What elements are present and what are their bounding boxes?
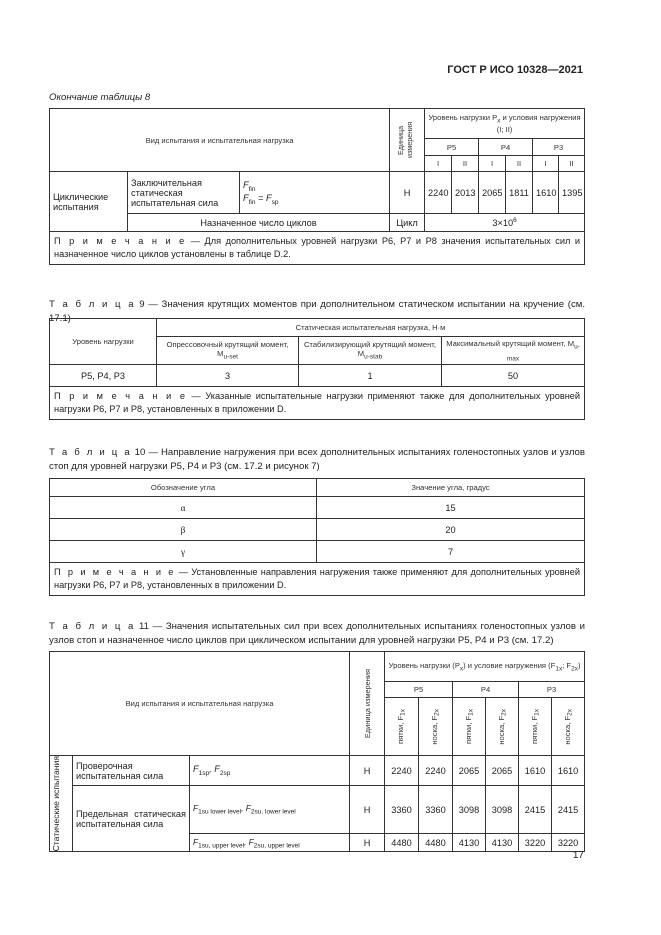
t11-row-unit: Н xyxy=(350,756,385,786)
t11-value: 1610 xyxy=(519,756,552,786)
table10 xyxy=(49,478,585,596)
t8-value: 2240 xyxy=(425,172,452,214)
t9-note: П р и м е ч а н и е — Указанные испытательные нагрузки применяют также для дополнительных уровней нагрузки P6, P7 и P8, установленных в приложении D. xyxy=(50,387,585,420)
t11-value: 2415 xyxy=(519,786,552,834)
t9-header-a: Опрессовочный крутящий момент, $M_{u-set}$ xyxy=(157,337,299,365)
t10-header-angle: Обозначение угла xyxy=(50,479,317,497)
t11-value: 4130 xyxy=(453,834,486,852)
t11-row-unit: Н xyxy=(350,786,385,834)
t11-value: 2240 xyxy=(419,756,453,786)
t11-row-symbol: $F_{1su lower level}$, $F_{2su, lower level}$ xyxy=(190,786,350,834)
t8-value: 1610 xyxy=(533,172,559,214)
table10-caption: Т а б л и ц а 10 — Направление нагружения при всех дополнительных испытаниях голеностопных узлов и узлов стоп для уровней нагрузки P5, P4 и P3 (см. 17.2 и рисунок 7) xyxy=(49,447,585,472)
t8-value: 2013 xyxy=(452,172,479,214)
t8-level: P4 xyxy=(479,139,533,155)
t11-header-level: Уровень нагрузки $(P_х)$ и условие нагружения ($F_{1х}$; $F_{2х}$) xyxy=(385,652,585,682)
t10-note: П р и м е ч а н и е — Установленные направления нагружения также применяют для дополнительных уровней нагрузки P6, P7 и P8, установленных в приложении D. xyxy=(50,563,585,596)
t8-value: 2065 xyxy=(479,172,506,214)
t11-row-name: Проверочная испытательная сила xyxy=(73,756,190,786)
t11-row-symbol: $F_{1su, upper level}$, $F_{2su, upper level}$ xyxy=(190,834,350,852)
t9-header-b: Стабилизирующий крутящий момент, $M_{u-stab}$ xyxy=(299,337,442,365)
t11-level: P4 xyxy=(453,682,519,698)
t9-value: 3 xyxy=(157,365,299,387)
t11-value: 3360 xyxy=(385,786,419,834)
t8-value: 1811 xyxy=(506,172,533,214)
t10-value: 7 xyxy=(317,541,585,563)
t9-header-static: Статическая испытательная нагрузка, Н·м xyxy=(157,319,585,337)
t8-group: Циклические испытания xyxy=(50,172,128,232)
t11-header-unit: Единица измерения xyxy=(350,652,385,756)
t11-row-symbol: $F_{1sp}$, $F_{2sp}$ xyxy=(190,756,350,786)
t8-value: 1395 xyxy=(559,172,585,214)
t11-toe: носка, $F_{2x}$ xyxy=(419,698,453,756)
t8-cond: II xyxy=(452,155,479,171)
t11-value: 3220 xyxy=(519,834,552,852)
t11-value: 4130 xyxy=(486,834,519,852)
t11-value: 2065 xyxy=(486,756,519,786)
t11-row-name: Предельная статическая испытательная сила xyxy=(73,786,190,852)
t8-cond: II xyxy=(559,155,585,171)
t10-header-value: Значение угла, градус xyxy=(317,479,585,497)
t11-group-static: Статические испытания xyxy=(50,756,73,852)
t8-cond: I xyxy=(479,155,506,171)
t10-value: 20 xyxy=(317,519,585,541)
t10-angle: α xyxy=(50,497,317,519)
t11-header-test: Вид испытания и испытательная нагрузка xyxy=(50,652,350,756)
t11-value: 3098 xyxy=(453,786,486,834)
table9-caption: Т а б л и ц а 9 — Значения крутящих моментов при дополнительном статическом испытании на кручение (см. 17.1) xyxy=(49,299,585,324)
t8-header-test: Вид испытания и испытательная нагрузка xyxy=(50,109,390,172)
table11 xyxy=(49,651,585,852)
t8-level: P5 xyxy=(425,139,479,155)
t11-value: 2065 xyxy=(453,756,486,786)
t8-header-level: Уровень нагрузки $P_х$ и условия нагружения (I; II) xyxy=(425,109,585,139)
t11-level: P5 xyxy=(385,682,453,698)
page-number: 17 xyxy=(572,850,584,861)
table8-continuation: Окончание таблицы 8 xyxy=(49,92,151,103)
t8-cond: I xyxy=(425,155,452,171)
t8-cond: II xyxy=(506,155,533,171)
t11-row-unit: Н xyxy=(350,834,385,852)
table11-caption: Т а б л и ц а 11 — Значения испытательных сил при всех дополнительных испытаниях голеностопных узлов и узлов стоп и назначенное число циклов при циклическом испытании для уровней нагрузки P5, P4 и P3 (см. 17.2) xyxy=(49,621,585,646)
table9 xyxy=(49,318,585,420)
t8-row-symbol: $F_{fin}$ $F_{fin} = F_{sp}$ xyxy=(240,172,390,214)
t9-header-c: Максимальный крутящий момент, $M_{u-max}$ xyxy=(442,337,585,365)
t11-level: P3 xyxy=(519,682,585,698)
t11-value: 3360 xyxy=(419,786,453,834)
t9-value: 50 xyxy=(442,365,585,387)
t10-angle: β xyxy=(50,519,317,541)
t11-heel: пятки, $F_{1x}$ xyxy=(519,698,552,756)
t9-value: 1 xyxy=(299,365,442,387)
t8-row2-value: $3\times 10^6$ xyxy=(425,214,585,232)
t11-value: 1610 xyxy=(552,756,585,786)
t10-angle: γ xyxy=(50,541,317,563)
t8-level: P3 xyxy=(533,139,585,155)
t11-value: 2415 xyxy=(552,786,585,834)
t11-heel: пятки, $F_{1x}$ xyxy=(385,698,419,756)
t11-value: 3220 xyxy=(552,834,585,852)
t8-row2-name: Назначенное число циклов xyxy=(128,214,390,232)
t8-note: П р и м е ч а н и е — Для дополнительных уровней нагрузки P6, P7 и P8 значения испытательных сил и назначенное число циклов установлены в таблице D.2. xyxy=(50,232,585,265)
t11-heel: пятки, $F_{1x}$ xyxy=(453,698,486,756)
t8-cond: I xyxy=(533,155,559,171)
t11-value: 3098 xyxy=(486,786,519,834)
t8-row-name: Заключительная статическая испытательная сила xyxy=(128,172,240,214)
t8-row-unit: Н xyxy=(390,172,425,214)
t11-toe: носка, $F_{2x}$ xyxy=(552,698,585,756)
t11-value: 4480 xyxy=(419,834,453,852)
t8-row2-unit: Цикл xyxy=(390,214,425,232)
t11-value: 4480 xyxy=(385,834,419,852)
t9-header-level: Уровень нагрузки xyxy=(50,319,157,365)
document-header: ГОСТ Р ИСО 10328—2021 xyxy=(447,64,583,76)
t10-value: 15 xyxy=(317,497,585,519)
t9-row-level: P5, P4, P3 xyxy=(50,365,157,387)
t11-value: 2240 xyxy=(385,756,419,786)
table8 xyxy=(49,108,585,265)
t11-toe: носка, $F_{2x}$ xyxy=(486,698,519,756)
t8-header-unit: Единица измерения xyxy=(390,109,425,172)
